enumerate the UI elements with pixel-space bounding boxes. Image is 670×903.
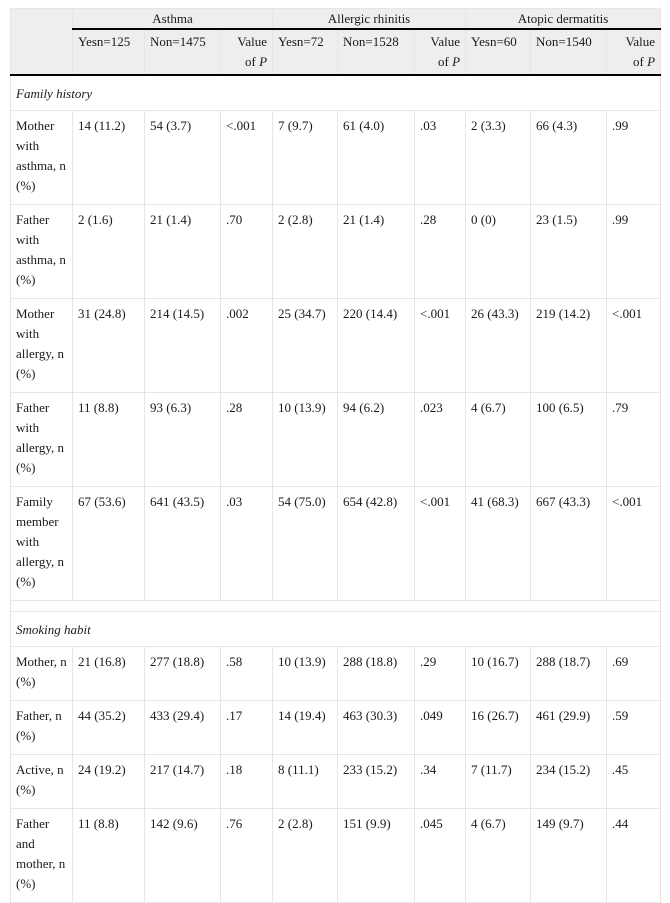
count-cell: 234 (15.2) (531, 755, 607, 809)
count-cell: 288 (18.8) (338, 647, 415, 701)
count-cell: 31 (24.8) (73, 299, 145, 393)
count-cell: 25 (34.7) (273, 299, 338, 393)
value-of-label: Value of (237, 34, 268, 69)
p-value-cell: .023 (415, 393, 466, 487)
table-row (11, 647, 661, 701)
count-cell: 214 (14.5) (145, 299, 221, 393)
p-value-cell: .70 (221, 205, 273, 299)
p-value-cell: <.001 (221, 111, 273, 205)
count-cell: 10 (13.9) (273, 647, 338, 701)
count-cell: 61 (4.0) (338, 111, 415, 205)
count-cell: 14 (11.2) (73, 111, 145, 205)
count-cell: 151 (9.9) (338, 809, 415, 903)
p-value-cell: .28 (415, 205, 466, 299)
table-row (11, 393, 661, 487)
count-cell: 10 (16.7) (466, 647, 531, 701)
p-value-cell: .34 (415, 755, 466, 809)
count-cell: 142 (9.6) (145, 809, 221, 903)
count-cell: 219 (14.2) (531, 299, 607, 393)
count-cell: 667 (43.3) (531, 487, 607, 601)
p-value-cell: .79 (607, 393, 661, 487)
count-cell: 11 (8.8) (73, 809, 145, 903)
p-value-cell: .29 (415, 647, 466, 701)
subheader-no: Non=1528 (338, 29, 415, 75)
count-cell: 641 (43.5) (145, 487, 221, 601)
count-cell: 2 (2.8) (273, 205, 338, 299)
count-cell: 149 (9.7) (531, 809, 607, 903)
subheader-yes: Yesn=60 (466, 29, 531, 75)
row-label: Mother with asthma, n (%) (11, 111, 73, 205)
p-value-cell: .76 (221, 809, 273, 903)
p-variable: P (259, 54, 268, 69)
subheader-yes: Yesn=72 (273, 29, 338, 75)
row-label: Family member with allergy, n (%) (11, 487, 73, 601)
p-variable: P (647, 54, 656, 69)
table-row (11, 111, 661, 205)
count-cell: 7 (9.7) (273, 111, 338, 205)
p-value-cell: .58 (221, 647, 273, 701)
p-value-cell: .69 (607, 647, 661, 701)
group-header-allergic-rhinitis: Allergic rhinitis (273, 9, 466, 30)
row-label: Father with allergy, n (%) (11, 393, 73, 487)
count-cell: 220 (14.4) (338, 299, 415, 393)
p-value-cell: .99 (607, 111, 661, 205)
section-title: Family history (11, 75, 661, 111)
count-cell: 433 (29.4) (145, 701, 221, 755)
count-cell: 67 (53.6) (73, 487, 145, 601)
p-value-cell: .99 (607, 205, 661, 299)
count-cell: 21 (1.4) (338, 205, 415, 299)
p-value-cell: .03 (415, 111, 466, 205)
count-cell: 21 (16.8) (73, 647, 145, 701)
count-cell: 217 (14.7) (145, 755, 221, 809)
subheader-no: Non=1540 (531, 29, 607, 75)
table-body (11, 75, 661, 903)
row-label: Mother, n (%) (11, 647, 73, 701)
count-cell: 4 (6.7) (466, 809, 531, 903)
table-row (11, 701, 661, 755)
count-cell: 21 (1.4) (145, 205, 221, 299)
subheader-no: Non=1475 (145, 29, 221, 75)
count-cell: 93 (6.3) (145, 393, 221, 487)
count-cell: 233 (15.2) (338, 755, 415, 809)
count-cell: 44 (35.2) (73, 701, 145, 755)
row-label: Father with asthma, n (%) (11, 205, 73, 299)
value-of-label: Value of (430, 34, 461, 69)
row-label: Father, n (%) (11, 701, 73, 755)
count-cell: 10 (13.9) (273, 393, 338, 487)
p-value-cell: .59 (607, 701, 661, 755)
count-cell: 23 (1.5) (531, 205, 607, 299)
table-row (11, 299, 661, 393)
count-cell: 54 (3.7) (145, 111, 221, 205)
group-header-asthma: Asthma (73, 9, 273, 30)
p-variable: P (452, 54, 461, 69)
count-cell: 463 (30.3) (338, 701, 415, 755)
results-table (10, 8, 661, 903)
count-cell: 7 (11.7) (466, 755, 531, 809)
count-cell: 24 (19.2) (73, 755, 145, 809)
count-cell: 461 (29.9) (531, 701, 607, 755)
count-cell: 54 (75.0) (273, 487, 338, 601)
p-value-cell: <.001 (415, 299, 466, 393)
row-label: Active, n (%) (11, 755, 73, 809)
section-header-row (11, 75, 661, 111)
count-cell: 94 (6.2) (338, 393, 415, 487)
count-cell: 11 (8.8) (73, 393, 145, 487)
count-cell: 8 (11.1) (273, 755, 338, 809)
p-value-cell: .049 (415, 701, 466, 755)
p-value-cell: .17 (221, 701, 273, 755)
count-cell: 41 (68.3) (466, 487, 531, 601)
group-header-atopic-dermatitis: Atopic dermatitis (466, 9, 661, 30)
count-cell: 288 (18.7) (531, 647, 607, 701)
subheader-value-of-p (221, 29, 273, 75)
count-cell: 100 (6.5) (531, 393, 607, 487)
p-value-cell: .03 (221, 487, 273, 601)
count-cell: 654 (42.8) (338, 487, 415, 601)
subheader-row (11, 29, 661, 75)
p-value-cell: <.001 (607, 299, 661, 393)
count-cell: 0 (0) (466, 205, 531, 299)
p-value-cell: .44 (607, 809, 661, 903)
count-cell: 26 (43.3) (466, 299, 531, 393)
table-row (11, 809, 661, 903)
header-corner (11, 9, 73, 76)
p-value-cell: <.001 (607, 487, 661, 601)
count-cell: 66 (4.3) (531, 111, 607, 205)
p-value-cell: .28 (221, 393, 273, 487)
subheader-yes: Yesn=125 (73, 29, 145, 75)
p-value-cell: .18 (221, 755, 273, 809)
p-value-cell: .045 (415, 809, 466, 903)
count-cell: 14 (19.4) (273, 701, 338, 755)
row-label: Father and mother, n (%) (11, 809, 73, 903)
value-of-label: Value of (625, 34, 656, 69)
subheader-value-of-p (607, 29, 661, 75)
p-value-cell: .002 (221, 299, 273, 393)
table-header (11, 9, 661, 76)
section-spacer (11, 601, 661, 612)
table-row (11, 205, 661, 299)
row-label: Mother with allergy, n (%) (11, 299, 73, 393)
section-title: Smoking habit (11, 612, 661, 647)
count-cell: 4 (6.7) (466, 393, 531, 487)
count-cell: 2 (1.6) (73, 205, 145, 299)
section-header-row (11, 612, 661, 647)
table-row (11, 755, 661, 809)
p-value-cell: .45 (607, 755, 661, 809)
subheader-value-of-p (415, 29, 466, 75)
count-cell: 2 (3.3) (466, 111, 531, 205)
p-value-cell: <.001 (415, 487, 466, 601)
count-cell: 277 (18.8) (145, 647, 221, 701)
table-row (11, 487, 661, 601)
count-cell: 2 (2.8) (273, 809, 338, 903)
count-cell: 16 (26.7) (466, 701, 531, 755)
